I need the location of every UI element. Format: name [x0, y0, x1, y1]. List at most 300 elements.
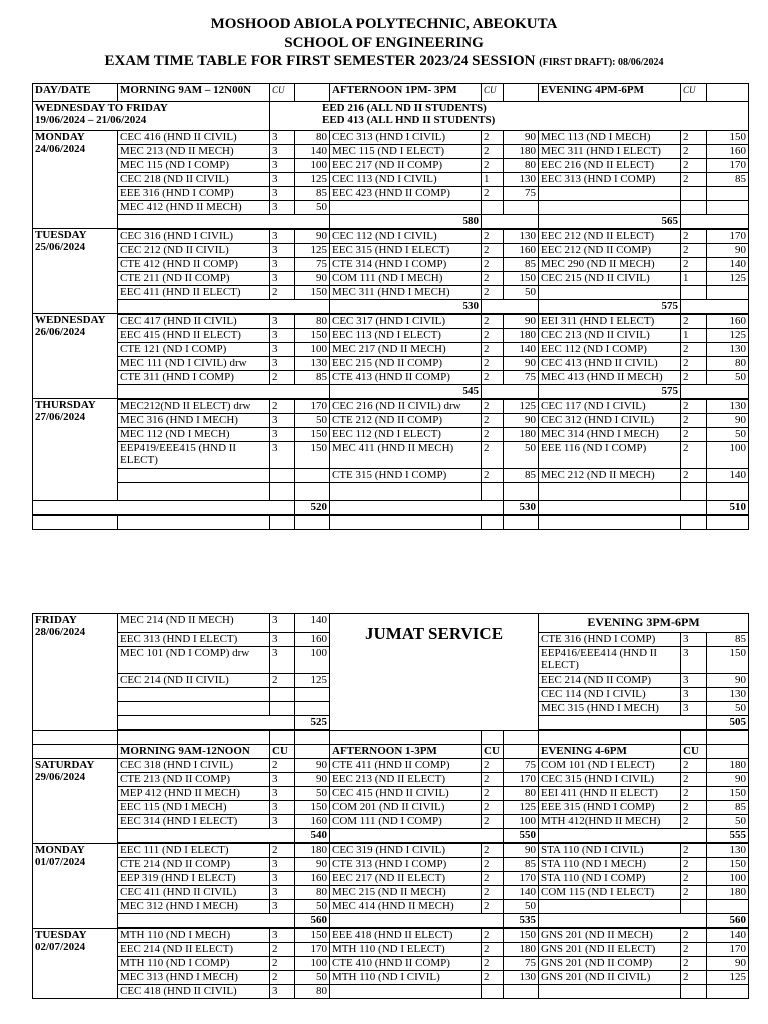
evening-count: 140 [707, 928, 749, 943]
morning-cu: 3 [270, 801, 295, 815]
evening-count: 50 [707, 702, 749, 716]
afternoon-cu: 2 [482, 243, 504, 257]
afternoon-course: MEC 311 (HND I MECH) [330, 285, 482, 299]
evening-count: 150 [707, 647, 749, 674]
afternoon-course: EEC 423 (HND II COMP) [330, 186, 482, 200]
evening-cu: 2 [681, 759, 707, 773]
evening-cu: 2 [681, 427, 707, 441]
evening-count: 90 [707, 413, 749, 427]
evening-total: 560 [707, 914, 749, 929]
morning-header: MORNING 9AM – 12N00N [118, 84, 270, 102]
blank-row [33, 515, 749, 530]
table-row [33, 801, 749, 815]
morning-cu: 3 [270, 413, 295, 427]
afternoon-cu: 2 [482, 971, 504, 985]
timetable-title-main: EXAM TIME TABLE FOR FIRST SEMESTER 2023/24 SESSION [104, 53, 536, 69]
evening-count [707, 186, 749, 200]
evening-course: MEC 413 (HND II MECH) [539, 370, 681, 384]
day-cell [33, 314, 118, 399]
evening-count: 125 [707, 328, 749, 342]
morning-course: MEC 101 (ND I COMP) drw [118, 647, 270, 674]
evening-cu: 2 [681, 441, 707, 468]
blank-cell [330, 500, 504, 515]
evening-cu [681, 186, 707, 200]
header-row [33, 745, 749, 759]
blank-cell [707, 515, 749, 530]
morning-course: MEC 316 (HND I MECH) [118, 413, 270, 427]
morning-count: 125 [295, 172, 330, 186]
afternoon-total: 530 [504, 500, 539, 515]
afternoon-count: 160 [504, 243, 539, 257]
afternoon-count: 75 [504, 957, 539, 971]
morning-course: EEC 115 (ND I MECH) [118, 801, 270, 815]
afternoon-count: 140 [504, 886, 539, 900]
morning-count: 180 [295, 843, 330, 858]
afternoon-course: COM 111 (ND I COMP) [330, 815, 482, 829]
afternoon-course: MTH 110 (ND I ELECT) [330, 943, 482, 957]
cu-header: CU [482, 745, 504, 759]
evening-cu: 3 [681, 702, 707, 716]
evening-course [539, 900, 681, 914]
afternoon-count: 85 [504, 858, 539, 872]
blank-cell [504, 730, 539, 745]
day-date: 29/06/2024 [35, 771, 86, 783]
day-cell [33, 399, 118, 501]
morning-course: EEC 214 (ND II ELECT) [118, 943, 270, 957]
afternoon-course: MEC 411 (HND II MECH) [330, 441, 482, 468]
afternoon-count [504, 985, 539, 999]
wed-fri-day: WEDNESDAY TO FRIDAY [35, 101, 168, 114]
morning-count: 75 [295, 257, 330, 271]
blank-cell [33, 730, 118, 745]
morning-cu: 3 [270, 229, 295, 244]
morning-count: 80 [295, 985, 330, 999]
evening-cu: 2 [681, 172, 707, 186]
afternoon-cu: 2 [482, 900, 504, 914]
day-date: 25/06/2024 [35, 241, 86, 254]
evening-cu [681, 200, 707, 214]
blank-cell [707, 482, 749, 500]
evening-course [539, 985, 681, 999]
blank-cell [118, 515, 270, 530]
institution-title: MOSHOOD ABIOLA POLYTECHNIC, ABEOKUTA [210, 16, 558, 32]
evening-count [707, 900, 749, 914]
evening-count: 100 [707, 441, 749, 468]
evening-count: 170 [707, 943, 749, 957]
morning-course: MEC 312 (HND I MECH) [118, 900, 270, 914]
cu-header: CU [270, 745, 295, 759]
afternoon-course: CEC 113 (ND I CIVIL) [330, 172, 482, 186]
evening-course: MEC 311 (HND I ELECT) [539, 144, 681, 158]
cu-header: CU [681, 84, 707, 102]
afternoon-cu [482, 200, 504, 214]
day-date: 27/06/2024 [35, 411, 86, 424]
evening-total: 505 [707, 716, 749, 731]
morning-count: 50 [295, 787, 330, 801]
afternoon-total: 550 [504, 829, 539, 844]
day-date: 26/06/2024 [35, 326, 86, 339]
evening-cu: 2 [681, 971, 707, 985]
table-row [33, 186, 749, 200]
table-row [33, 815, 749, 829]
evening-count: 100 [707, 872, 749, 886]
morning-cu: 2 [270, 370, 295, 384]
blank-cell [118, 214, 330, 229]
day-name: TUESDAY [35, 229, 87, 242]
blank-cell [482, 214, 539, 229]
afternoon-course: COM 111 (ND I MECH) [330, 271, 482, 285]
afternoon-cu: 2 [482, 759, 504, 773]
evening-count: 50 [707, 427, 749, 441]
morning-total: 530 [330, 299, 482, 314]
table-row [33, 441, 749, 468]
evening-count: 140 [707, 257, 749, 271]
evening-cu: 2 [681, 342, 707, 356]
table-row [33, 759, 749, 773]
afternoon-count: 75 [504, 186, 539, 200]
table-row [33, 243, 749, 257]
day-date: 24/06/2024 [35, 142, 86, 155]
table-row [33, 229, 749, 244]
afternoon-cu: 2 [482, 257, 504, 271]
blank-cell [539, 829, 707, 844]
afternoon-cu: 2 [482, 815, 504, 829]
evening-count: 150 [707, 787, 749, 801]
evening-count: 90 [707, 243, 749, 257]
morning-course: CTE 311 (HND I COMP) [118, 370, 270, 384]
table-row [33, 356, 749, 370]
afternoon-cu: 1 [482, 172, 504, 186]
morning-count: 80 [295, 886, 330, 900]
evening-count: 150 [707, 858, 749, 872]
evening-count: 90 [707, 773, 749, 787]
blank-cell [482, 730, 504, 745]
evening-cu: 2 [681, 158, 707, 172]
evening-cu: 2 [681, 943, 707, 957]
afternoon-total: 565 [539, 214, 681, 229]
table-row [33, 399, 749, 414]
afternoon-count: 85 [504, 257, 539, 271]
blank-cell [33, 515, 118, 530]
morning-course: CEC 416 (HND II CIVIL) [118, 130, 270, 144]
table-row [33, 614, 749, 633]
table-row [33, 872, 749, 886]
afternoon-course: EEC 215 (ND II COMP) [330, 356, 482, 370]
evening-course: CEC 213 (ND II CIVIL) [539, 328, 681, 342]
table-row [33, 468, 749, 482]
evening-course [539, 186, 681, 200]
evening-cu: 2 [681, 130, 707, 144]
morning-cu: 3 [270, 441, 295, 468]
evening-course [539, 285, 681, 299]
table-row [33, 886, 749, 900]
afternoon-count: 85 [504, 468, 539, 482]
blank-cell [330, 482, 482, 500]
morning-course: CTE 412 (HND II COMP) [118, 257, 270, 271]
morning-course: CEC 411 (HND II CIVIL) [118, 886, 270, 900]
evening-cu: 2 [681, 399, 707, 414]
day-cell [33, 614, 118, 731]
blank-cell [270, 730, 295, 745]
evening-course: CTE 316 (HND I COMP) [539, 633, 681, 647]
morning-cu: 3 [270, 900, 295, 914]
timetable-week2 [32, 613, 749, 999]
afternoon-cu: 2 [482, 342, 504, 356]
evening-course: CEC 215 (ND II CIVIL) [539, 271, 681, 285]
afternoon-count: 50 [504, 285, 539, 299]
evening-count: 160 [707, 144, 749, 158]
morning-count: 85 [295, 186, 330, 200]
morning-course: CEC 417 (HND II CIVIL) [118, 314, 270, 329]
blank-cell [539, 500, 707, 515]
afternoon-cu: 2 [482, 773, 504, 787]
evening-count: 130 [707, 843, 749, 858]
afternoon-course: CEC 313 (HND I CIVIL) [330, 130, 482, 144]
afternoon-cu: 2 [482, 328, 504, 342]
evening-course: MEC 290 (ND II MECH) [539, 257, 681, 271]
cu-header: CU [681, 745, 707, 759]
evening-course: EEI 311 (HND I ELECT) [539, 314, 681, 329]
morning-count: 150 [295, 801, 330, 815]
morning-cu: 2 [270, 759, 295, 773]
morning-course: MTH 110 (ND I MECH) [118, 928, 270, 943]
morning-total: 525 [295, 716, 330, 731]
blank-cell [118, 384, 330, 399]
evening-cu [681, 985, 707, 999]
evening-cu: 3 [681, 647, 707, 674]
table-row [33, 773, 749, 787]
morning-cu: 2 [270, 843, 295, 858]
evening-course: CEC 114 (ND I CIVIL) [539, 688, 681, 702]
afternoon-course [330, 200, 482, 214]
day-cell [33, 130, 118, 229]
afternoon-cu: 2 [482, 801, 504, 815]
morning-course: EEC 411 (HND II ELECT) [118, 285, 270, 299]
morning-cu: 2 [270, 399, 295, 414]
evening-course: EEC 216 (ND II ELECT) [539, 158, 681, 172]
table-row [33, 144, 749, 158]
afternoon-count: 180 [504, 427, 539, 441]
blank-cell [707, 730, 749, 745]
morning-course: CEC 418 (HND II CIVIL) [118, 985, 270, 999]
morning-course: MEP 412 (HND II MECH) [118, 787, 270, 801]
evening-header: EVENING 4PM-6PM [539, 84, 681, 102]
morning-cu: 3 [270, 858, 295, 872]
evening-cu: 2 [681, 886, 707, 900]
afternoon-course: MTH 110 (ND I CIVIL) [330, 971, 482, 985]
morning-count: 130 [295, 356, 330, 370]
blank-cell [295, 745, 330, 759]
evening-course: MEC 212 (ND II MECH) [539, 468, 681, 482]
morning-count: 50 [295, 900, 330, 914]
morning-course: CTE 213 (ND II COMP) [118, 773, 270, 787]
morning-cu [270, 468, 295, 482]
blank-row [33, 482, 749, 500]
evening-count: 85 [707, 801, 749, 815]
morning-course: MEC 213 (ND II MECH) [118, 144, 270, 158]
morning-count: 140 [295, 614, 330, 633]
afternoon-cu: 2 [482, 356, 504, 370]
afternoon-cu: 2 [482, 285, 504, 299]
morning-cu: 3 [270, 886, 295, 900]
afternoon-course: CEC 112 (ND I CIVIL) [330, 229, 482, 244]
morning-count: 100 [295, 957, 330, 971]
evening-cu: 2 [681, 356, 707, 370]
afternoon-count [504, 200, 539, 214]
morning-course: MEC 115 (ND I COMP) [118, 158, 270, 172]
afternoon-course: EEC 112 (ND I ELECT) [330, 427, 482, 441]
afternoon-count: 100 [504, 815, 539, 829]
blank-cell [504, 745, 539, 759]
afternoon-count: 50 [504, 900, 539, 914]
morning-cu: 3 [270, 158, 295, 172]
afternoon-cu: 2 [482, 144, 504, 158]
table-row [33, 130, 749, 144]
evening-course: EEE 116 (ND I COMP) [539, 441, 681, 468]
blank-cell [504, 515, 539, 530]
morning-count [295, 702, 330, 716]
table-row [33, 427, 749, 441]
afternoon-count: 130 [504, 971, 539, 985]
afternoon-course: EEC 217 (ND II ELECT) [330, 872, 482, 886]
evening-cu: 2 [681, 468, 707, 482]
afternoon-count: 75 [504, 370, 539, 384]
morning-count: 125 [295, 243, 330, 257]
afternoon-total: 575 [539, 384, 681, 399]
blank-cell [330, 829, 504, 844]
afternoon-cu: 2 [482, 441, 504, 468]
evening-count: 140 [707, 468, 749, 482]
afternoon-cu: 2 [482, 872, 504, 886]
blank-cell [539, 515, 681, 530]
morning-cu: 3 [270, 928, 295, 943]
afternoon-count: 80 [504, 787, 539, 801]
morning-cu: 3 [270, 144, 295, 158]
evening-course: CEC 117 (ND I CIVIL) [539, 399, 681, 414]
evening-cu: 2 [681, 928, 707, 943]
morning-cu: 3 [270, 342, 295, 356]
afternoon-cu: 2 [482, 399, 504, 414]
morning-total: 545 [330, 384, 482, 399]
blank-cell [118, 299, 330, 314]
header-row [33, 84, 749, 102]
table-row [33, 257, 749, 271]
afternoon-cu [482, 985, 504, 999]
table-row [33, 858, 749, 872]
afternoon-cu: 2 [482, 314, 504, 329]
evening-count: 85 [707, 172, 749, 186]
afternoon-course: CEC 317 (HND I CIVIL) [330, 314, 482, 329]
morning-cu: 3 [270, 172, 295, 186]
morning-count: 170 [295, 943, 330, 957]
morning-count: 90 [295, 773, 330, 787]
afternoon-count: 90 [504, 356, 539, 370]
evening-count [707, 285, 749, 299]
evening-count: 130 [707, 688, 749, 702]
blank-cell [681, 384, 749, 399]
timetable-week1 [32, 83, 749, 530]
evening-course: MTH 412(HND II MECH) [539, 815, 681, 829]
evening-count: 90 [707, 674, 749, 688]
evening-course: GNS 201 (ND II MECH) [539, 928, 681, 943]
blank-cell [270, 482, 295, 500]
evening-course: EEI 411 (HND II ELECT) [539, 787, 681, 801]
morning-cu: 2 [270, 971, 295, 985]
afternoon-course: CTE 212 (ND II COMP) [330, 413, 482, 427]
evening-cu: 2 [681, 314, 707, 329]
table-row [33, 158, 749, 172]
morning-cu: 2 [270, 285, 295, 299]
morning-count: 50 [295, 971, 330, 985]
afternoon-course: CTE 313 (HND I COMP) [330, 858, 482, 872]
afternoon-course: EEC 113 (ND I ELECT) [330, 328, 482, 342]
afternoon-cu: 2 [482, 468, 504, 482]
table-row [33, 370, 749, 384]
morning-course: EEE 316 (HND I COMP) [118, 186, 270, 200]
blank-cell [33, 745, 118, 759]
evening-cu: 2 [681, 243, 707, 257]
morning-course: MTH 110 (ND I COMP) [118, 957, 270, 971]
blank-cell [681, 730, 707, 745]
totals-row [33, 299, 749, 314]
morning-cu: 3 [270, 647, 295, 674]
timetable-title [0, 53, 768, 70]
afternoon-cu: 2 [482, 130, 504, 144]
totals-row [33, 214, 749, 229]
afternoon-count: 150 [504, 928, 539, 943]
morning-course: MEC212(ND II ELECT) drw [118, 399, 270, 414]
morning-course: CEC 316 (HND I CIVIL) [118, 229, 270, 244]
blank-cell [295, 482, 330, 500]
evening-course: STA 110 (ND I COMP) [539, 872, 681, 886]
morning-course: CTE 211 (ND II COMP) [118, 271, 270, 285]
morning-count: 140 [295, 144, 330, 158]
day-cell [33, 229, 118, 314]
table-row [33, 843, 749, 858]
blank-cell [539, 914, 707, 929]
afternoon-course: EEC 315 (HND I ELECT) [330, 243, 482, 257]
evening-cu: 3 [681, 688, 707, 702]
evening-course: EEC 313 (HND I COMP) [539, 172, 681, 186]
evening-count [707, 985, 749, 999]
evening-cu: 2 [681, 413, 707, 427]
cu-header: CU [270, 84, 295, 102]
blank-cell [539, 716, 707, 731]
blank-cell [330, 515, 482, 530]
day-cell [33, 843, 118, 928]
school-title: SCHOOL OF ENGINEERING [284, 35, 484, 51]
afternoon-cu: 2 [482, 957, 504, 971]
afternoon-cu: 2 [482, 858, 504, 872]
evening-course: STA 110 (ND I CIVIL) [539, 843, 681, 858]
afternoon-count: 140 [504, 342, 539, 356]
morning-count: 150 [295, 441, 330, 468]
day-date-header: DAY/DATE [33, 84, 118, 102]
morning-cu: 3 [270, 614, 295, 633]
evening-count: 180 [707, 886, 749, 900]
table-row [33, 971, 749, 985]
evening-cu [681, 900, 707, 914]
afternoon-cu: 2 [482, 229, 504, 244]
blank-cell [330, 914, 504, 929]
afternoon-count: 80 [504, 158, 539, 172]
morning-cu: 2 [270, 957, 295, 971]
morning-cu: 3 [270, 271, 295, 285]
morning-cu: 3 [270, 257, 295, 271]
morning-count: 150 [295, 928, 330, 943]
morning-course: CEC 212 (ND II CIVIL) [118, 243, 270, 257]
afternoon-count: 180 [504, 943, 539, 957]
